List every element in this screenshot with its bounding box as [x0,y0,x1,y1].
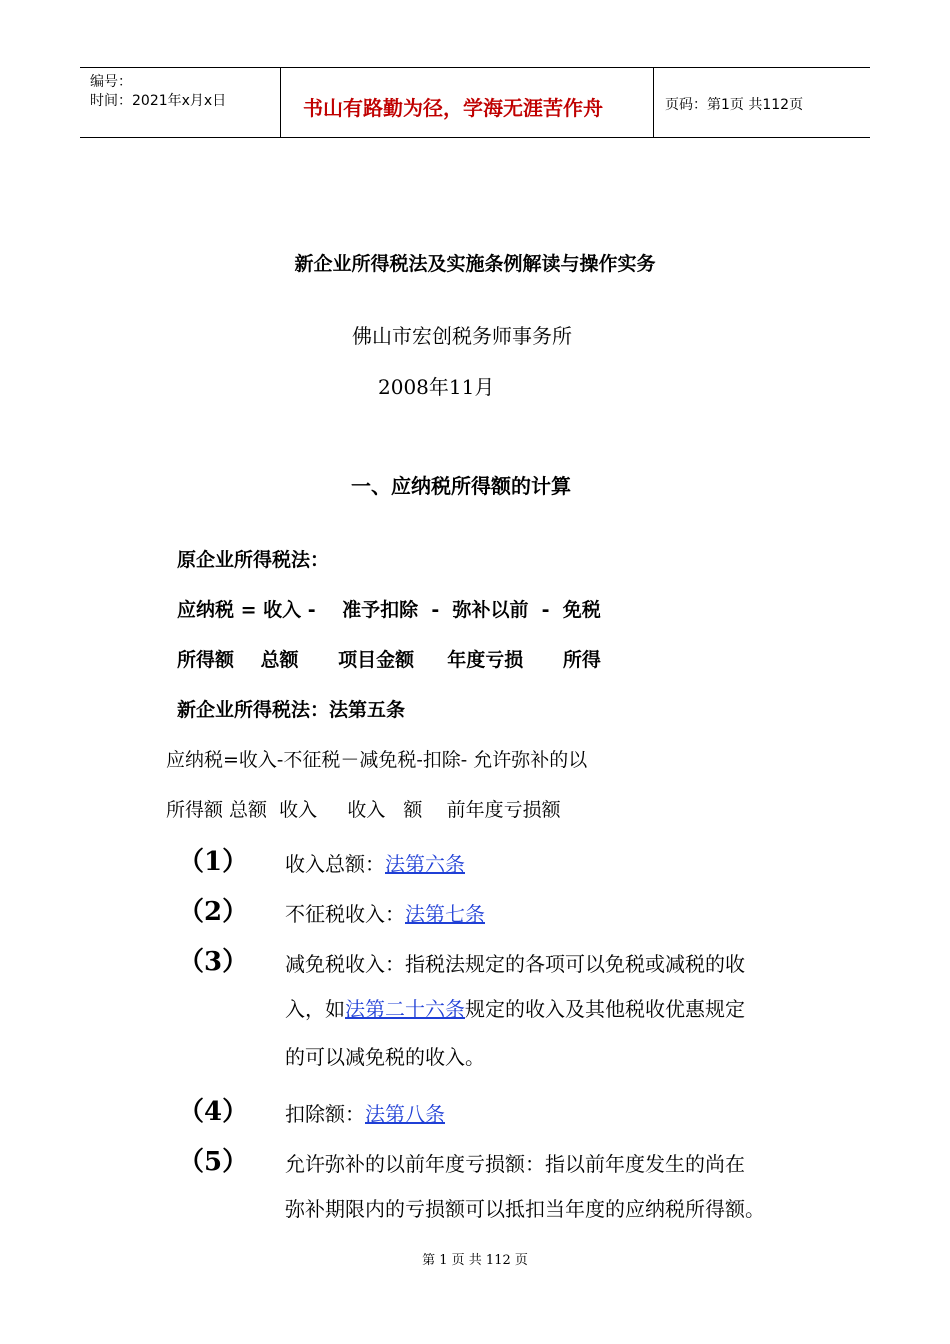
section-heading: 一、应纳税所得额的计算 [351,474,571,498]
list-item [285,993,745,1022]
item-text: 入，如 [285,997,345,1021]
document-date: 2008年11月 [378,375,495,399]
document-title: 新企业所得税法及实施条例解读与操作实务 [294,253,656,275]
item-number: （5） [178,1147,249,1177]
item-text: 弥补期限内的亏损额可以抵扣当年度的应纳税所得额。 [285,1197,765,1221]
doc-time-label: 时间：2021年x月x日 [90,93,227,109]
header-divider [653,68,654,137]
item-number: （4） [178,1097,249,1127]
item-number: （2） [178,897,249,927]
old-formula-line1: 应纳税 = 收入 - 准予扣除 - 弥补以前 - 免税 [177,599,601,621]
new-law-label: 新企业所得税法：法第五条 [177,699,406,721]
doc-number-label: 编号： [90,74,132,90]
header-divider [280,68,281,137]
item-text: 扣除额： [285,1102,365,1126]
new-formula-line2: 所得额 总额 收入 收入 额 前年度亏损额 [166,799,561,821]
list-item [285,848,465,877]
law-article-link[interactable]: 法第八条 [365,1102,445,1126]
item-number: （1） [178,847,249,877]
item-text: 收入总额： [285,852,385,876]
list-item [285,898,485,927]
item-number: （3） [178,947,249,977]
old-law-label: 原企业所得税法： [177,549,330,571]
header-motto: 书山有路勤为径，学海无涯苦作舟 [303,96,603,120]
item-text: 不征税收入： [285,902,405,926]
header-page-info: 页码：第1页 共112页 [665,97,804,113]
page-footer: 第 1 页 共 112 页 [422,1253,528,1268]
item-text: 的可以减免税的收入。 [285,1045,485,1069]
item-text: 规定的收入及其他税收优惠规定 [465,997,745,1021]
law-article-link[interactable]: 法第二十六条 [345,997,465,1021]
law-article-link[interactable]: 法第七条 [405,902,485,926]
organization-name: 佛山市宏创税务师事务所 [352,324,572,348]
header-table [80,67,870,138]
list-item [285,1098,445,1127]
new-formula-line1: 应纳税=收入-不征税－减免税-扣除- 允许弥补的以 [166,749,588,771]
law-article-link[interactable]: 法第六条 [385,852,465,876]
old-formula-line2: 所得额 总额 项目金额 年度亏损 所得 [177,649,601,671]
item-text: 减免税收入：指税法规定的各项可以免税或减税的收 [285,952,745,976]
item-text: 允许弥补的以前年度亏损额：指以前年度发生的尚在 [285,1152,745,1176]
